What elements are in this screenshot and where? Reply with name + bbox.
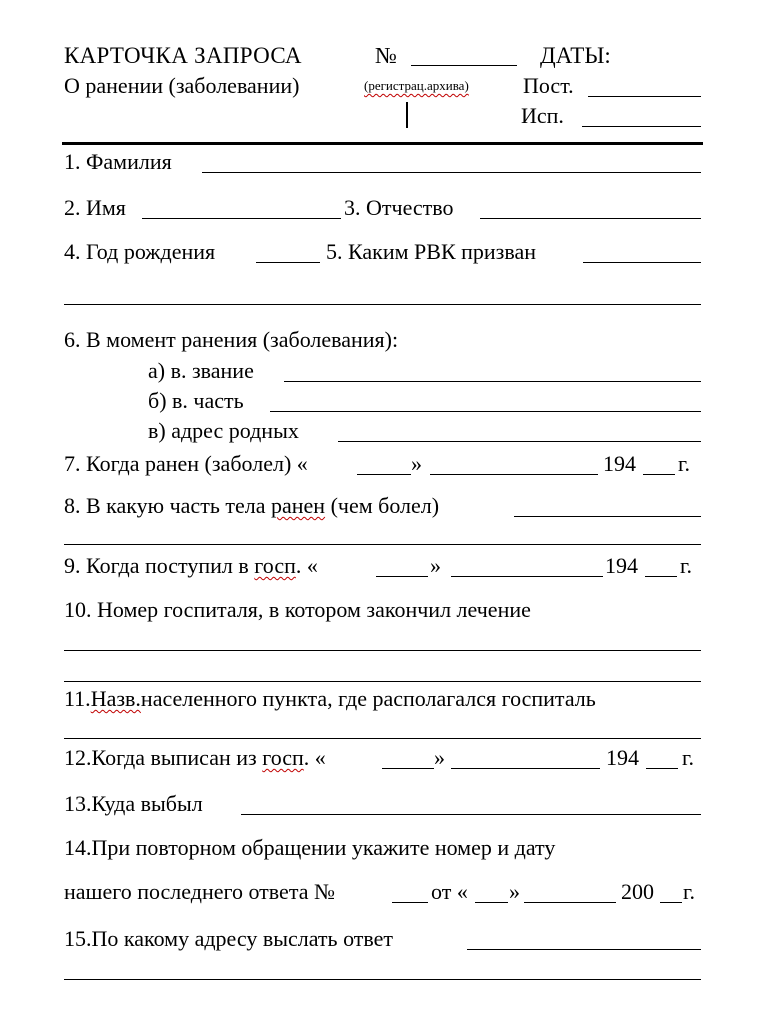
admission-month-line[interactable] — [451, 576, 603, 577]
year-prefix-200: 200 — [621, 879, 654, 904]
year-suffix: г. — [680, 553, 693, 578]
patronymic-line[interactable] — [480, 218, 701, 219]
admission-year-line[interactable] — [645, 576, 677, 577]
surname-line[interactable] — [202, 172, 701, 173]
year-prefix: 194 — [605, 553, 638, 578]
last-answer-year-line[interactable] — [660, 902, 682, 903]
field-6b-unit-label: б) в. часть — [148, 388, 244, 413]
field-5-rvk-label: 5. Каким РВК призван — [326, 239, 536, 264]
quote-close: » — [411, 451, 422, 476]
rvk-line[interactable] — [583, 262, 701, 263]
request-number-label: № — [375, 43, 397, 68]
dates-label: ДАТЫ: — [540, 43, 611, 68]
quote-close: » — [430, 553, 441, 578]
field-6c-relatives-address-label: в) адрес родных — [148, 418, 299, 443]
quote-close: » — [509, 879, 520, 904]
field-8-body-part-label: 8. В какую часть тела ранен (чем болел) — [64, 493, 440, 518]
relatives-address-line[interactable] — [338, 441, 701, 442]
admission-day-line[interactable] — [376, 576, 428, 577]
year-suffix: г. — [683, 879, 696, 904]
field-7-injury-date-label: 7. Когда ранен (заболел) « — [64, 451, 308, 476]
year-prefix: 194 — [603, 451, 636, 476]
reply-address-line-continued[interactable] — [64, 979, 701, 980]
destination-line[interactable] — [241, 814, 701, 815]
rank-line[interactable] — [284, 381, 701, 382]
discharge-month-line[interactable] — [451, 768, 600, 769]
birth-year-line[interactable] — [256, 262, 320, 263]
last-answer-month-line[interactable] — [524, 902, 616, 903]
field-6a-rank-label: а) в. звание — [148, 358, 254, 383]
field-12-discharge-date-label: 12.Когда выписан из госп. « — [64, 745, 326, 770]
field-14-last-answer-label: нашего последнего ответа № — [64, 879, 335, 904]
field-15-reply-address-label: 15.По какому адресу выслать ответ — [64, 926, 394, 951]
request-number-line[interactable] — [411, 65, 517, 66]
header-divider — [62, 142, 703, 145]
injury-day-line[interactable] — [357, 474, 411, 475]
field-10-hospital-number-label: 10. Номер госпиталя, в котором закончил лечение — [64, 597, 531, 622]
form-subtitle: О ранении (заболевании) — [64, 73, 300, 98]
hospital-location-line[interactable] — [64, 738, 701, 739]
field-3-patronymic-label: 3. Отчество — [344, 195, 454, 220]
first-name-line[interactable] — [142, 218, 341, 219]
injury-year-line[interactable] — [643, 474, 675, 475]
executor-date-label: Исп. — [521, 103, 564, 128]
field-1-surname-label: 1. Фамилия — [64, 149, 172, 174]
field-14-repeat-request-label: 14.При повторном обращении укажите номер и дату — [64, 835, 556, 860]
field-9-admission-date-label: 9. Когда поступил в госп. « — [64, 553, 318, 578]
field-13-destination-label: 13.Куда выбыл — [64, 791, 203, 816]
field-2-name-label: 2. Имя — [64, 195, 126, 220]
discharge-year-line[interactable] — [646, 768, 678, 769]
hospital-number-line[interactable] — [64, 650, 701, 651]
last-answer-number-line[interactable] — [392, 902, 428, 903]
field-11-hospital-location-label: 11.Назв.населенного пункта, где располагался госпиталь — [64, 686, 596, 711]
year-prefix: 194 — [606, 745, 639, 770]
post-date-label: Пост. — [523, 73, 574, 98]
field-4-birth-year-label: 4. Год рождения — [64, 239, 216, 264]
form-title: КАРТОЧКА ЗАПРОСА — [64, 43, 302, 68]
from-label: от « — [431, 879, 468, 904]
year-suffix: г. — [682, 745, 695, 770]
executor-date-line[interactable] — [582, 126, 701, 127]
unit-line[interactable] — [270, 411, 701, 412]
text-cursor — [406, 102, 408, 128]
post-date-line[interactable] — [588, 96, 701, 97]
last-answer-day-line[interactable] — [475, 902, 508, 903]
injury-month-line[interactable] — [430, 474, 598, 475]
discharge-day-line[interactable] — [382, 768, 434, 769]
rvk-line-continued[interactable] — [64, 304, 701, 305]
body-part-line-continued[interactable] — [64, 544, 701, 545]
quote-close: » — [434, 745, 445, 770]
archive-registration-note: (регистрац.архива) — [364, 78, 469, 93]
reply-address-line[interactable] — [467, 949, 701, 950]
body-part-line[interactable] — [514, 516, 701, 517]
hospital-number-line-2[interactable] — [64, 681, 701, 682]
field-6-at-injury-label: 6. В момент ранения (заболевания): — [64, 327, 399, 352]
year-suffix: г. — [678, 451, 691, 476]
